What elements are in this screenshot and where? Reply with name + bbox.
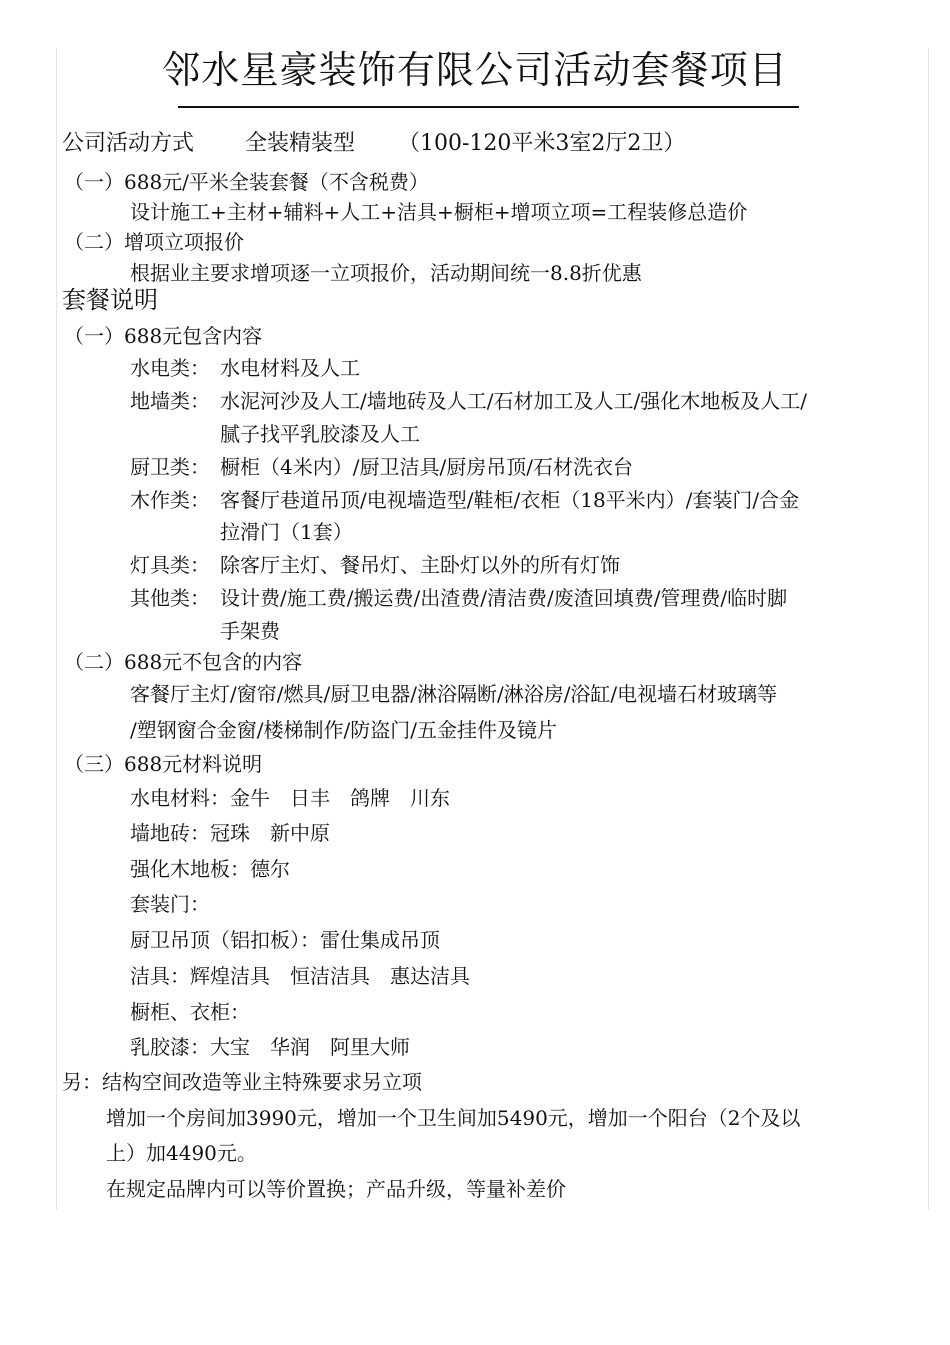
- excluded-heading: （二）688元不包含的内容: [64, 650, 303, 674]
- included-category-text: 水泥河沙及人工/墙地砖及人工/石材加工及人工/强化木地板及人工/: [220, 389, 807, 413]
- material-item: 套装门：: [130, 892, 210, 916]
- material-item: 厨卫吊顶（铝扣板）：雷仕集成吊顶: [130, 928, 440, 952]
- material-item: 墙地砖：冠珠 新中原: [130, 821, 330, 845]
- pricing-item-2-heading: （二）增项立项报价: [64, 230, 244, 254]
- excluded-text: 客餐厅主灯/窗帘/燃具/厨卫电器/淋浴隔断/淋浴房/浴缸/电视墙石材玻璃等: [130, 682, 778, 706]
- extra-text: 上）加4490元。: [106, 1141, 257, 1165]
- included-category-label: 厨卫类：: [130, 455, 210, 479]
- extra-text: 在规定品牌内可以等价置换；产品升级，等量补差价: [106, 1177, 566, 1201]
- material-item: 强化木地板：德尔: [130, 857, 290, 881]
- included-category-label: 其他类：: [130, 586, 210, 610]
- extra-text: 增加一个房间加3990元，增加一个卫生间加5490元，增加一个阳台（2个及以: [106, 1106, 801, 1130]
- pricing-item-2-detail: 根据业主要求增项逐一立项报价，活动期间统一8.8折优惠: [130, 261, 642, 285]
- activity-spec: （100-120平米3室2厅2卫）: [398, 131, 686, 156]
- included-heading: （一）688元包含内容: [64, 324, 263, 348]
- included-category-text: 手架费: [220, 619, 280, 643]
- included-category-label: 地墙类：: [130, 389, 210, 413]
- material-item: 洁具：辉煌洁具 恒洁洁具 惠达洁具: [130, 964, 470, 988]
- material-item: 乳胶漆：大宝 华润 阿里大师: [130, 1035, 410, 1059]
- included-category-text: 客餐厅巷道吊顶/电视墙造型/鞋柜/衣柜（18平米内）/套装门/合金: [220, 488, 800, 512]
- document-title: 邻水星豪装饰有限公司活动套餐项目: [162, 48, 788, 92]
- included-category-text: 除客厅主灯、餐吊灯、主卧灯以外的所有灯饰: [220, 553, 620, 577]
- material-item: 水电材料：金牛 日丰 鸽牌 川东: [130, 786, 450, 810]
- title-underline: [178, 106, 799, 108]
- pricing-item-1-heading: （一）688元/平米全装套餐（不含税费）: [64, 170, 429, 194]
- pricing-item-1-detail: 设计施工+主材+辅料+人工+洁具+橱柜+增项立项=工程装修总造价: [130, 200, 748, 224]
- activity-type: 全装精装型: [245, 131, 356, 156]
- included-category-text: 水电材料及人工: [220, 356, 360, 380]
- package-heading: 套餐说明: [62, 286, 158, 314]
- included-category-text: 设计费/施工费/搬运费/出渣费/清洁费/废渣回填费/管理费/临时脚: [220, 586, 788, 610]
- material-item: 橱柜、衣柜：: [130, 1000, 250, 1024]
- included-category-text: 拉滑门（1套）: [220, 520, 353, 544]
- materials-heading: （三）688元材料说明: [64, 752, 263, 776]
- extra-heading: 另：结构空间改造等业主特殊要求另立项: [62, 1070, 422, 1094]
- activity-label: 公司活动方式: [62, 131, 195, 156]
- included-category-label: 水电类：: [130, 356, 210, 380]
- included-category-label: 木作类：: [130, 488, 210, 512]
- included-category-label: 灯具类：: [130, 553, 210, 577]
- included-category-text: 橱柜（4米内）/厨卫洁具/厨房吊顶/石材洗衣台: [220, 455, 633, 479]
- excluded-text: /塑钢窗合金窗/楼梯制作/防盗门/五金挂件及镜片: [130, 718, 557, 742]
- page-left-edge: [56, 48, 57, 1210]
- page-right-edge: [928, 48, 929, 1210]
- included-category-text: 腻子找平乳胶漆及人工: [220, 422, 420, 446]
